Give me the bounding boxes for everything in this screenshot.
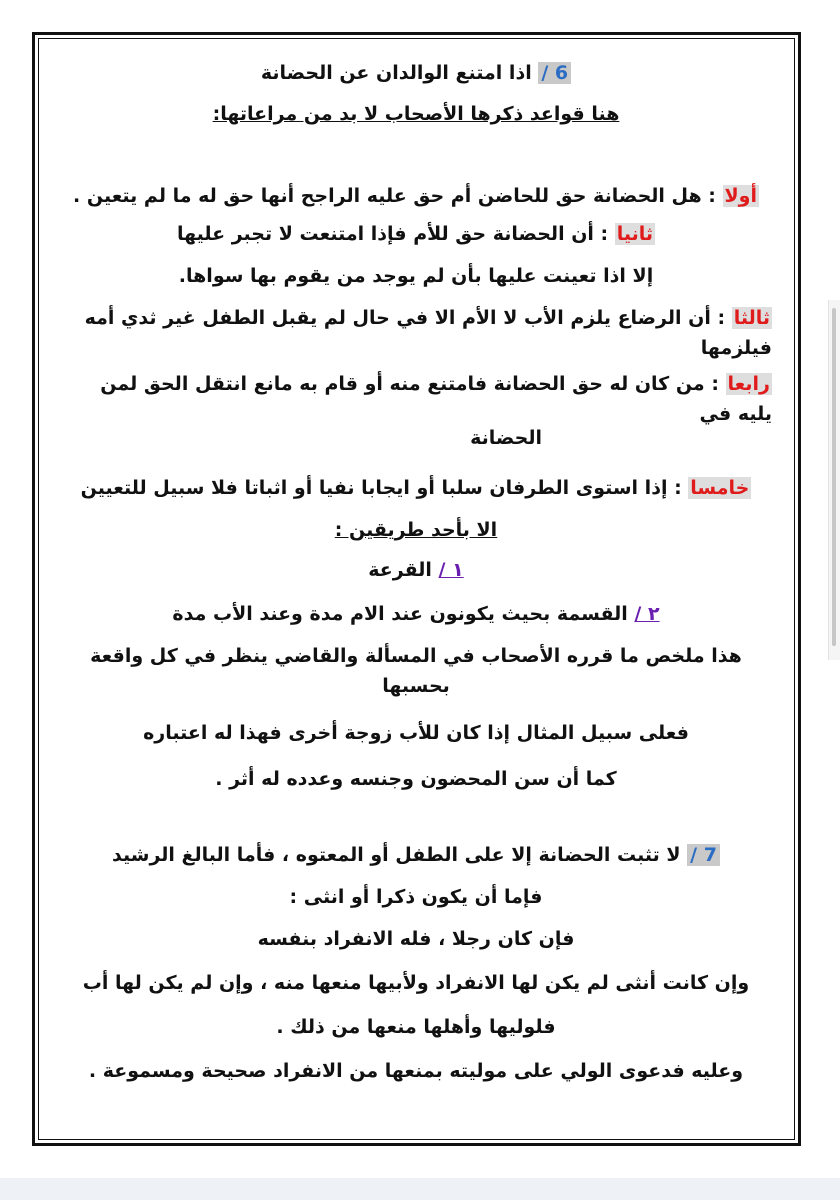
section-6-subtitle: هنا قواعد ذكرها الأصحاب لا بد من مراعاتها:	[212, 103, 620, 125]
rule-fifth-continuation: الا بأحد طريقين :	[334, 519, 498, 541]
method-two-text: القسمة بحيث يكونون عند الام مدة وعند الأب مدة	[172, 603, 628, 625]
section-6-heading	[60, 58, 772, 88]
section-7-line: فإن كان رجلا ، فله الانفراد بنفسه	[257, 928, 575, 950]
summary-line: هذا ملخص ما قرره الأصحاب في المسألة والقاضي ينظر في كل واقعة بحسبها	[90, 645, 742, 697]
rule-fifth-text: : إذا استوى الطرفان سلبا أو ايجابا نفيا أو اثباتا فلا سبيل للتعيين	[80, 477, 682, 499]
scrollbar-thumb[interactable]	[832, 308, 836, 646]
rule-second	[60, 219, 772, 249]
rule-fourth-label: رابعا	[727, 373, 770, 395]
method-two-number: ٢ /	[634, 603, 660, 625]
section-7-number: 7 /	[687, 844, 720, 866]
rule-fourth	[60, 369, 772, 429]
section-7-line: فلوليها وأهلها منعها من ذلك .	[276, 1016, 556, 1038]
section-7-heading	[60, 840, 772, 870]
rule-fourth-continuation: الحضانة	[470, 427, 542, 449]
section-7-line: وعليه فدعوى الولي على موليته بمنعها من الانفراد صحيحة ومسموعة .	[88, 1060, 744, 1082]
rule-third-label: ثالثا	[733, 307, 770, 329]
rule-first-label: أولا	[724, 185, 757, 207]
summary-line: كما أن سن المحضون وجنسه وعدده له أثر .	[215, 768, 617, 790]
spacer	[60, 129, 772, 181]
rule-first	[60, 181, 772, 211]
method-two	[60, 599, 772, 629]
spacer	[60, 794, 772, 840]
method-one-number: ١ /	[438, 559, 464, 581]
rule-fifth	[60, 473, 772, 503]
rule-fourth-text: : من كان له حق الحضانة فامتنع منه أو قام به مانع انتقل الحق لمن يليه في	[100, 373, 772, 425]
rule-fifth-label: خامسا	[690, 477, 750, 499]
rule-second-text: : أن الحضانة حق للأم فإذا امتنعت لا تجبر عليها	[176, 223, 609, 245]
method-one-text: القرعة	[368, 559, 432, 581]
rule-first-text: : هل الحضانة حق للحاضن أم حق عليه الراجح أنها حق له ما لم يتعين .	[73, 185, 716, 207]
method-one	[60, 555, 772, 585]
summary-line: فعلى سبيل المثال إذا كان للأب زوجة أخرى فهذا له اعتباره	[143, 722, 689, 744]
rule-third-text: : أن الرضاع يلزم الأب لا الأم الا في حال لم يقبل الطفل غير ثدي أمه فيلزمها	[84, 307, 772, 359]
document-body	[60, 48, 772, 1086]
section-7-title: لا تثبت الحضانة إلا على الطفل أو المعتوه ، فأما البالغ الرشيد	[112, 844, 681, 866]
section-6-title: اذا امتنع الوالدان عن الحضانة	[260, 62, 532, 84]
section-6-number: 6 /	[538, 62, 571, 84]
rule-second-continuation: إلا اذا تعينت عليها بأن لم يوجد من يقوم بها سواها.	[178, 265, 654, 287]
section-7-line: وإن كانت أنثى لم يكن لها الانفراد ولأبيها منعها منه ، وإن لم يكن لها أب	[82, 972, 750, 994]
section-7-line: فإما أن يكون ذكرا أو انثى :	[289, 886, 543, 908]
rule-second-label: ثانيا	[616, 223, 654, 245]
rule-third	[60, 303, 772, 363]
